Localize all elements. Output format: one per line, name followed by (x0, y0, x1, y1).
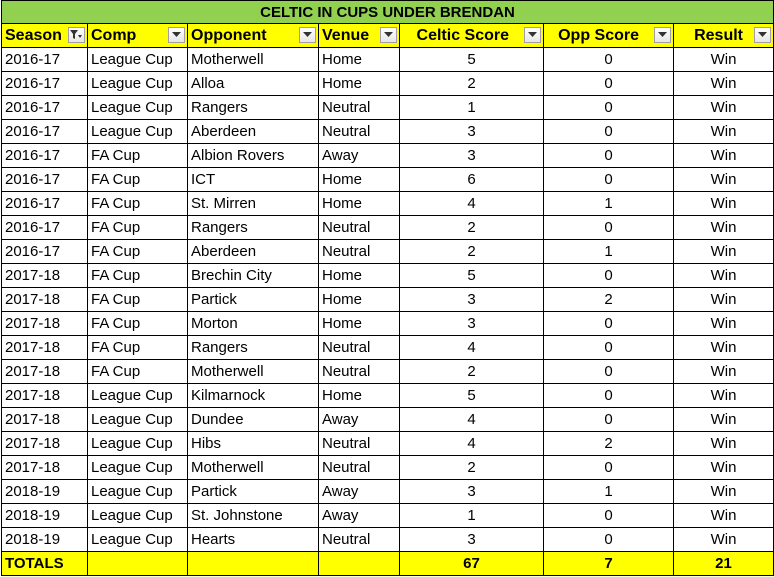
season-cell[interactable]: 2017-18 (2, 456, 88, 480)
opponent-cell[interactable]: Motherwell (188, 456, 319, 480)
season-cell[interactable]: 2016-17 (2, 120, 88, 144)
opponent-cell[interactable]: Brechin City (188, 264, 319, 288)
celtic-score-cell[interactable]: 1 (400, 96, 544, 120)
comp-cell[interactable]: FA Cup (88, 192, 188, 216)
comp-filter-button[interactable] (168, 27, 185, 43)
column-header-opponent (188, 24, 319, 48)
table-row (2, 48, 774, 72)
table-row (2, 96, 774, 120)
comp-cell[interactable]: League Cup (88, 432, 188, 456)
venue-cell[interactable]: Home (319, 192, 400, 216)
opponent-cell[interactable]: Morton (188, 312, 319, 336)
table-row (2, 192, 774, 216)
season-cell[interactable]: 2018-19 (2, 528, 88, 552)
result-cell[interactable]: Win (674, 72, 774, 96)
column-header-season (2, 24, 88, 48)
result-cell[interactable]: Win (674, 336, 774, 360)
title-row (2, 1, 774, 24)
totals-label[interactable]: TOTALS (2, 552, 88, 576)
table-row (2, 288, 774, 312)
table-row (2, 72, 774, 96)
season-cell[interactable]: 2017-18 (2, 312, 88, 336)
venue-cell[interactable]: Neutral (319, 96, 400, 120)
totals-empty-cell[interactable] (319, 552, 400, 576)
opponent-filter-button[interactable] (299, 27, 316, 43)
comp-cell[interactable]: League Cup (88, 528, 188, 552)
opponent-cell[interactable]: Partick (188, 288, 319, 312)
celtic-score-cell[interactable]: 1 (400, 504, 544, 528)
table-row (2, 480, 774, 504)
opponent-cell[interactable]: Hearts (188, 528, 319, 552)
venue-cell[interactable]: Away (319, 144, 400, 168)
celtic-score-cell[interactable]: 2 (400, 240, 544, 264)
totals-empty-cell[interactable] (188, 552, 319, 576)
result-filter-button[interactable] (754, 27, 771, 43)
opponent-cell[interactable]: Motherwell (188, 360, 319, 384)
result-cell[interactable]: Win (674, 432, 774, 456)
header-row (2, 24, 774, 48)
result-cell[interactable]: Win (674, 48, 774, 72)
table-row (2, 336, 774, 360)
table-row (2, 456, 774, 480)
comp-cell[interactable]: League Cup (88, 384, 188, 408)
opp-score-cell[interactable]: 0 (544, 96, 674, 120)
opp-score-cell[interactable]: 2 (544, 288, 674, 312)
opp-score-cell[interactable]: 0 (544, 384, 674, 408)
venue-cell[interactable]: Home (319, 288, 400, 312)
opp-score-cell[interactable]: 0 (544, 264, 674, 288)
column-header-label: Celtic Score (416, 26, 509, 44)
venue-cell[interactable]: Home (319, 168, 400, 192)
celtic-score-cell[interactable]: 3 (400, 480, 544, 504)
venue-cell[interactable]: Home (319, 312, 400, 336)
result-cell[interactable]: Win (674, 480, 774, 504)
column-header-opp-score (544, 24, 674, 48)
season-cell[interactable]: 2016-17 (2, 216, 88, 240)
season-cell[interactable]: 2017-18 (2, 360, 88, 384)
filter-active-icon (70, 29, 83, 41)
celtic-score-cell[interactable]: 2 (400, 216, 544, 240)
celtic-score-cell[interactable]: 3 (400, 144, 544, 168)
opp-score-cell[interactable]: 1 (544, 240, 674, 264)
opponent-cell[interactable]: Hibs (188, 432, 319, 456)
result-cell[interactable]: Win (674, 168, 774, 192)
result-cell[interactable]: Win (674, 264, 774, 288)
comp-cell[interactable]: League Cup (88, 408, 188, 432)
venue-cell[interactable]: Home (319, 48, 400, 72)
table-row (2, 384, 774, 408)
celtic-score-cell[interactable]: 5 (400, 264, 544, 288)
opponent-cell[interactable]: Dundee (188, 408, 319, 432)
column-header-label: Result (694, 26, 743, 44)
opp-score-cell[interactable]: 1 (544, 480, 674, 504)
opp-score-cell[interactable]: 0 (544, 408, 674, 432)
comp-cell[interactable]: FA Cup (88, 216, 188, 240)
opponent-cell[interactable]: Albion Rovers (188, 144, 319, 168)
season-filter-button[interactable] (68, 27, 85, 43)
venue-cell[interactable]: Home (319, 384, 400, 408)
opp-score-cell[interactable]: 0 (544, 144, 674, 168)
data-table (1, 0, 774, 576)
table-row (2, 168, 774, 192)
comp-cell[interactable]: FA Cup (88, 240, 188, 264)
celtic-score-cell[interactable]: 5 (400, 48, 544, 72)
column-header-label: Opp Score (558, 26, 639, 44)
opp-score-cell[interactable]: 0 (544, 528, 674, 552)
comp-cell[interactable]: League Cup (88, 504, 188, 528)
table-row (2, 528, 774, 552)
table-row (2, 408, 774, 432)
opponent-cell[interactable]: St. Mirren (188, 192, 319, 216)
sheet-title: CELTIC IN CUPS UNDER BRENDAN (2, 1, 774, 24)
dropdown-arrow-icon (758, 32, 767, 38)
dropdown-arrow-icon (384, 32, 393, 38)
table-row (2, 360, 774, 384)
column-header-label: Opponent (191, 26, 267, 44)
celtic-score-cell[interactable]: 4 (400, 192, 544, 216)
venue-cell[interactable]: Neutral (319, 216, 400, 240)
totals-celtic-score[interactable]: 67 (400, 552, 544, 576)
venue-cell[interactable]: Neutral (319, 336, 400, 360)
dropdown-arrow-icon (172, 32, 181, 38)
result-cell[interactable]: Win (674, 96, 774, 120)
result-cell[interactable]: Win (674, 216, 774, 240)
celtic-score-cell[interactable]: 4 (400, 408, 544, 432)
opp-score-cell[interactable]: 0 (544, 168, 674, 192)
opponent-cell[interactable]: Rangers (188, 216, 319, 240)
season-cell[interactable]: 2016-17 (2, 48, 88, 72)
venue-cell[interactable]: Away (319, 480, 400, 504)
season-cell[interactable]: 2017-18 (2, 288, 88, 312)
table-row (2, 264, 774, 288)
venue-cell[interactable]: Neutral (319, 456, 400, 480)
opp-score-cell[interactable]: 0 (544, 336, 674, 360)
venue-cell[interactable]: Neutral (319, 432, 400, 456)
celtic-score-cell[interactable]: 2 (400, 456, 544, 480)
column-header-result (674, 24, 774, 48)
result-cell[interactable]: Win (674, 144, 774, 168)
comp-cell[interactable]: League Cup (88, 120, 188, 144)
celtic-score-filter-button[interactable] (524, 27, 541, 43)
comp-cell[interactable]: FA Cup (88, 264, 188, 288)
result-cell[interactable]: Win (674, 408, 774, 432)
result-cell[interactable]: Win (674, 456, 774, 480)
celtic-score-cell[interactable]: 2 (400, 360, 544, 384)
table-row (2, 504, 774, 528)
table-row (2, 120, 774, 144)
table-row (2, 240, 774, 264)
celtic-score-cell[interactable]: 4 (400, 432, 544, 456)
opp-score-cell[interactable]: 0 (544, 72, 674, 96)
season-cell[interactable]: 2016-17 (2, 168, 88, 192)
result-cell[interactable]: Win (674, 312, 774, 336)
table-row (2, 312, 774, 336)
season-cell[interactable]: 2018-19 (2, 504, 88, 528)
comp-cell[interactable]: League Cup (88, 48, 188, 72)
opponent-cell[interactable]: Alloa (188, 72, 319, 96)
comp-cell[interactable]: FA Cup (88, 336, 188, 360)
column-header-venue (319, 24, 400, 48)
comp-cell[interactable]: League Cup (88, 480, 188, 504)
dropdown-arrow-icon (658, 32, 667, 38)
opp-score-cell[interactable]: 0 (544, 48, 674, 72)
season-cell[interactable]: 2017-18 (2, 264, 88, 288)
season-cell[interactable]: 2016-17 (2, 240, 88, 264)
opp-score-cell[interactable]: 0 (544, 216, 674, 240)
venue-cell[interactable]: Home (319, 72, 400, 96)
opponent-cell[interactable]: Motherwell (188, 48, 319, 72)
opponent-cell[interactable]: St. Johnstone (188, 504, 319, 528)
season-cell[interactable]: 2017-18 (2, 384, 88, 408)
opponent-cell[interactable]: Partick (188, 480, 319, 504)
comp-cell[interactable]: FA Cup (88, 144, 188, 168)
totals-empty-cell[interactable] (88, 552, 188, 576)
season-cell[interactable]: 2016-17 (2, 96, 88, 120)
celtic-score-cell[interactable]: 2 (400, 72, 544, 96)
comp-cell[interactable]: FA Cup (88, 312, 188, 336)
opp-score-cell[interactable]: 1 (544, 192, 674, 216)
opponent-cell[interactable]: Rangers (188, 96, 319, 120)
column-header-label: Venue (322, 26, 370, 44)
opponent-cell[interactable]: Rangers (188, 336, 319, 360)
venue-filter-button[interactable] (380, 27, 397, 43)
result-cell[interactable]: Win (674, 192, 774, 216)
comp-cell[interactable]: League Cup (88, 96, 188, 120)
table-body (2, 48, 774, 552)
season-cell[interactable]: 2017-18 (2, 432, 88, 456)
season-cell[interactable]: 2016-17 (2, 144, 88, 168)
venue-cell[interactable]: Home (319, 264, 400, 288)
opponent-cell[interactable]: Kilmarnock (188, 384, 319, 408)
dropdown-arrow-icon (303, 32, 312, 38)
venue-cell[interactable]: Neutral (319, 240, 400, 264)
opp-score-cell[interactable]: 0 (544, 456, 674, 480)
comp-cell[interactable]: FA Cup (88, 360, 188, 384)
opp-score-cell[interactable]: 2 (544, 432, 674, 456)
opp-score-cell[interactable]: 0 (544, 312, 674, 336)
venue-cell[interactable]: Away (319, 504, 400, 528)
totals-row (2, 552, 774, 576)
opp-score-cell[interactable]: 0 (544, 120, 674, 144)
opp-score-cell[interactable]: 0 (544, 504, 674, 528)
result-cell[interactable]: Win (674, 288, 774, 312)
opp-score-filter-button[interactable] (654, 27, 671, 43)
result-cell[interactable]: Win (674, 360, 774, 384)
comp-cell[interactable]: League Cup (88, 456, 188, 480)
season-cell[interactable]: 2017-18 (2, 408, 88, 432)
result-cell[interactable]: Win (674, 120, 774, 144)
opponent-cell[interactable]: ICT (188, 168, 319, 192)
result-cell[interactable]: Win (674, 504, 774, 528)
celtic-score-cell[interactable]: 6 (400, 168, 544, 192)
celtic-score-cell[interactable]: 3 (400, 120, 544, 144)
table-row (2, 216, 774, 240)
comp-cell[interactable]: FA Cup (88, 168, 188, 192)
column-header-comp (88, 24, 188, 48)
season-cell[interactable]: 2016-17 (2, 72, 88, 96)
celtic-score-cell[interactable]: 4 (400, 336, 544, 360)
opponent-cell[interactable]: Aberdeen (188, 240, 319, 264)
dropdown-arrow-icon (528, 32, 537, 38)
season-cell[interactable]: 2018-19 (2, 480, 88, 504)
season-cell[interactable]: 2017-18 (2, 336, 88, 360)
opponent-cell[interactable]: Aberdeen (188, 120, 319, 144)
column-header-celtic-score (400, 24, 544, 48)
column-header-label: Comp (91, 26, 137, 44)
comp-cell[interactable]: League Cup (88, 72, 188, 96)
celtic-score-cell[interactable]: 3 (400, 528, 544, 552)
celtic-score-cell[interactable]: 5 (400, 384, 544, 408)
table-row (2, 144, 774, 168)
opp-score-cell[interactable]: 0 (544, 360, 674, 384)
result-cell[interactable]: Win (674, 528, 774, 552)
totals-result[interactable]: 21 (674, 552, 774, 576)
column-header-label: Season (5, 26, 62, 44)
result-cell[interactable]: Win (674, 384, 774, 408)
celtic-score-cell[interactable]: 3 (400, 288, 544, 312)
venue-cell[interactable]: Away (319, 408, 400, 432)
result-cell[interactable]: Win (674, 240, 774, 264)
celtic-score-cell[interactable]: 3 (400, 312, 544, 336)
venue-cell[interactable]: Neutral (319, 360, 400, 384)
table-row (2, 432, 774, 456)
comp-cell[interactable]: FA Cup (88, 288, 188, 312)
season-cell[interactable]: 2016-17 (2, 192, 88, 216)
totals-opp-score[interactable]: 7 (544, 552, 674, 576)
venue-cell[interactable]: Neutral (319, 120, 400, 144)
venue-cell[interactable]: Neutral (319, 528, 400, 552)
